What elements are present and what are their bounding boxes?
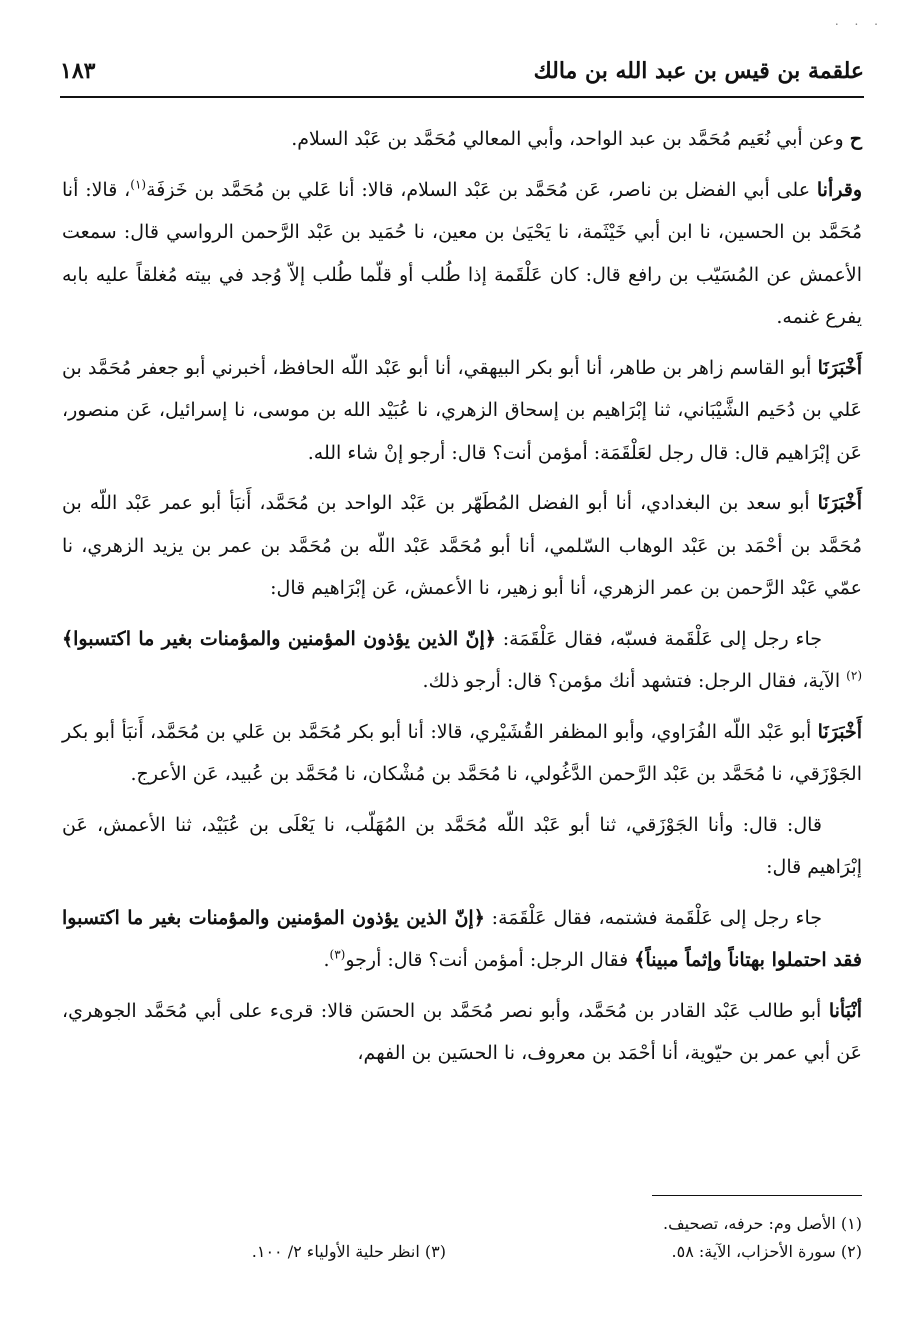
paragraph-text: جاء رجل إلى عَلْقَمة فشتمه، فقال عَلْقَمَة: (484, 906, 822, 929)
paragraph-text: أبو طالب عَبْد القادر بن مُحَمَّد، وأبو نصر مُحَمَّد بن الحسَن قالا: قرىء على أبي مُحَمَّد الجوهري، عَن أبي عمر بن حيّوية، أنا أحْمَد بن معروف، نا الحسَين بن الفهم، (62, 999, 862, 1064)
paragraph-text: أبو القاسم زاهر بن طاهر، أنا أبو بكر البيهقي، أنا أبو عَبْد اللّه الحافظ، أخبرني أبو جعفر مُحَمَّد بن عَلي بن دُحَيم الشَّيْبَاني، ثنا إبْرَاهيم بن إسحاق الزهري، نا عُبَيْد الله بن موسى، نا إسرائيل، عَن منصور، عَن إبْرَاهيم قال: قال رجل لعَلْقَمَة: أمؤمن أنت؟ قال: أرجو إنْ شاء الله. (62, 356, 862, 464)
paragraph-9 (62, 990, 862, 1075)
footnote-ref: (٣) (329, 947, 346, 962)
header-rule (60, 96, 864, 98)
paragraph-text: . (323, 949, 330, 971)
paragraph-7 (62, 804, 862, 889)
paragraph-text: أبو عَبْد اللّه الفُرَاوي، وأبو المظفر القُشَيْري، قالا: أنا أبو بكر مُحَمَّد بن عَلي بن مُحَمَّد، أَنبَأ أبو بكر الجَوْزَقي، نا مُحَمَّد بن عَبْد الرَّحمن الدَّغُولي، نا مُحَمَّد بن مُشْكان، نا مُحَمَّد بن عُبيد، عَن الأعرج. (62, 720, 862, 785)
footnote-spacer (62, 1210, 446, 1238)
footnote-ref: (٢) (846, 668, 862, 683)
scan-corner-marks: . . . (834, 14, 884, 28)
footnote-row (62, 1238, 862, 1266)
paragraph-lead: وقرأنا (816, 178, 862, 201)
paragraph-text: على أبي الفضل بن ناصر، عَن مُحَمَّد بن عَبْد السلام، قالا: أنا عَلي بن مُحَمَّد بن خَزفَة (146, 178, 817, 201)
paragraph-1 (62, 118, 862, 161)
paragraph-text: ، قالا: أنا مُحَمَّد بن الحسين، نا ابن أبي خَيْثَمة، نا يَحْيَىٰ بن معين، نا حُمَيد بن عَبْد الرَّحمن الرواسي قال: سمعت الأعمش عن المُسَيّب بن رافع قال: كان عَلْقَمة إذا طُلب أو قلّما طُلب إلاّ وُجد في بيته مُغلقاً عليه بابه يفرع غنمه. (62, 178, 862, 328)
footnotes (62, 1210, 862, 1266)
footnote-3: (٣) انظر حلية الأولياء ٢/ ١٠٠. (251, 1242, 446, 1261)
running-title: علقمة بن قيس بن عبد الله بن مالك (533, 58, 864, 84)
paragraph-text: فقال الرجل: أمؤمن أنت؟ قال: أرجو (345, 949, 635, 971)
paragraph-lead: أنْبَأنا (828, 999, 862, 1022)
footnote-row (62, 1210, 862, 1238)
quran-quote: ﴿إنّ الذين يؤذون المؤمنين والمؤمنات بغير ما اكتسبوا فقد احتملوا بهتاناً وإثماً مبيناً﴾ (62, 906, 862, 971)
footnote-2: (٢) سورة الأحزاب، الآية: ٥٨. (671, 1242, 862, 1261)
footnote-rule (652, 1195, 862, 1196)
paragraph-6 (62, 711, 862, 796)
paragraph-lead: ح (849, 128, 862, 150)
page-header (60, 52, 864, 92)
paragraph-8 (62, 897, 862, 982)
paragraph-text: أبو سعد بن البغدادي، أنا أبو الفضل المُطَهّر بن عَبْد الواحد بن مُحَمَّد، أَنبَأ أبو عمر عَبْد اللّه بن مُحَمَّد بن أحْمَد بن عَبْد الوهاب السّلمي، أنا أبو مُحَمَّد عَبْد اللّه بن مُحَمَّد بن عمر بن يزيد الزهري، نا عمّي عَبْد الرَّحمن بن عمر الزهري، أنا أبو زهير، نا الأعمش، عَن إبْرَاهيم قال: (62, 492, 862, 599)
footnote-1: (١) الأصل وم: حرفه، تصحيف. (663, 1214, 862, 1233)
main-text (62, 118, 862, 1083)
paragraph-text: جاء رجل إلى عَلْقَمة فسبّه، فقال عَلْقَمَة: (495, 627, 822, 650)
footnote-ref: (١) (130, 177, 147, 192)
paragraph-5 (62, 618, 862, 703)
paragraph-text: قال: قال: وأنا الجَوْزَقي، ثنا أبو عَبْد اللّه مُحَمَّد بن المُهَلّب، نا يَعْلَى بن عُبَيْد، ثنا الأعمش، عَن إبْرَاهيم قال: (62, 813, 862, 878)
paragraph-lead: أَخْبَرَنَا (817, 356, 862, 379)
paragraph-lead: أَخْبَرَنَا (817, 492, 862, 514)
paragraph-text: وعن أبي نُعَيم مُحَمَّد بن عبد الواحد، وأبي المعالي مُحَمَّد بن عَبْد السلام. (291, 128, 850, 150)
paragraph-text: الآية، فقال الرجل: فتشهد أنك مؤمن؟ قال: أرجو ذلك. (422, 670, 847, 692)
paragraph-3 (62, 347, 862, 475)
paragraph-lead: أَخْبَرَنَا (817, 720, 862, 743)
quran-quote: ﴿إنّ الذين يؤذون المؤمنين والمؤمنات بغير ما اكتسبوا﴾ (62, 627, 496, 650)
page-number: ١٨٣ (60, 58, 96, 84)
paragraph-4 (62, 482, 862, 610)
paragraph-2 (62, 169, 862, 339)
